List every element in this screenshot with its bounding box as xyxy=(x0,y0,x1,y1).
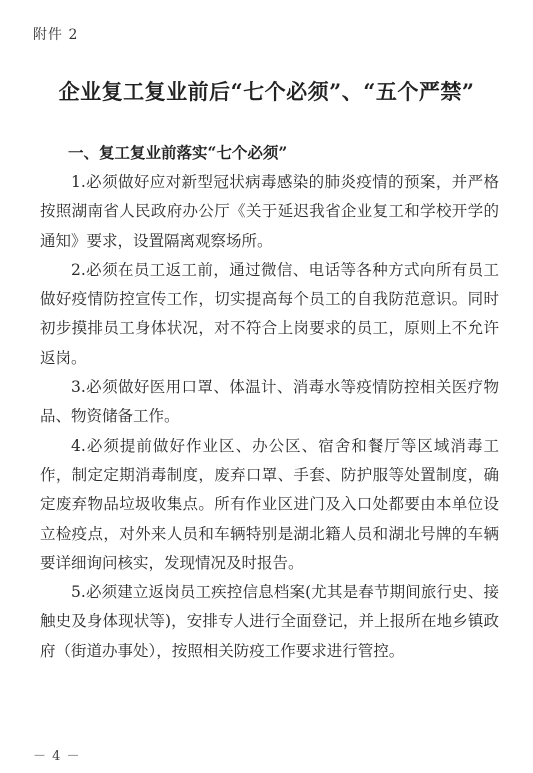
paragraph-3: 3.必须做好医用口罩、体温计、消毒水等疫情防控相关医疗物品、物资储备工作。 xyxy=(40,378,499,426)
attachment-label: 附件 2 xyxy=(33,27,79,43)
page-number: － 4 － xyxy=(33,749,81,764)
paragraph-1: 1.必须做好应对新型冠状病毒感染的肺炎疫情的预案，并严格按照湖南省人民政府办公厅《关于延迟我省企业复工和学校开学的通知》要求，设置隔离观察场所。 xyxy=(40,173,499,250)
paragraph-4: 4.必须提前做好作业区、办公区、宿舍和餐厅等区域消毒工作，制定定期消毒制度，废弃口罩、手套、防护服等处置制度，确定废弃物品垃圾收集点。所有作业区进门及入口处都要由本单位设立检疫点，对外来人员和车辆特别是湖北籍人员和湖北号牌的车辆要详细询问核实，发现情况及时报告。 xyxy=(40,436,499,572)
section-heading: 一、复工复业前落实“七个必须” xyxy=(68,143,288,162)
document-title: 企业复工复业前后“七个必须”、“五个严禁” xyxy=(58,79,475,104)
paragraph-2: 2.必须在员工返工前，通过微信、电话等各种方式向所有员工做好疫情防控宣传工作，切实提高每个员工的自我防范意识。同时初步摸排员工身体状况，对不符合上岗要求的员工，原则上不允许返岗。 xyxy=(40,260,499,367)
document-body xyxy=(40,168,499,666)
paragraph-5: 5.必须建立返岗员工疾控信息档案(尤其是春节期间旅行史、接触史及身体现状等)，安排专人进行全面登记，并上报所在地乡镇政府（街道办事处），按照相关防疫工作要求进行管控。 xyxy=(40,583,499,660)
